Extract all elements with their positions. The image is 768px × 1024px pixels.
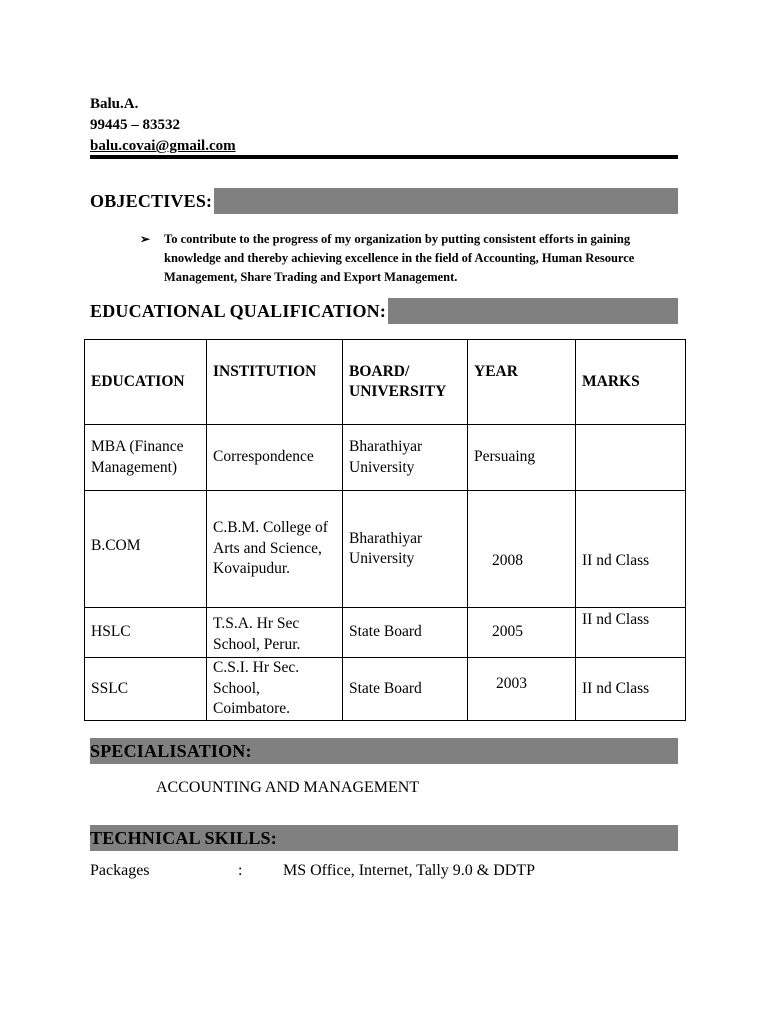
header-education: EDUCATION [85,340,207,425]
cell-education: MBA (Finance Management) [85,425,207,491]
technical-skills-heading-label: TECHNICAL SKILLS: [90,828,277,848]
skills-colon: : [238,862,243,879]
cell-year: 2008 [468,491,576,608]
specialisation-heading-label: SPECIALISATION: [90,741,252,761]
cell-marks: II nd Class [576,491,686,608]
cell-institution: Correspondence [207,425,343,491]
cell-board: Bharathiyar University [343,491,468,608]
email-address[interactable]: balu.covai@gmail.com [90,138,236,154]
phone-number: 99445 – 83532 [90,117,180,133]
header-divider [90,155,678,159]
cell-marks [576,425,686,491]
skills-label: Packages [90,862,150,879]
education-heading-label: EDUCATIONAL QUALIFICATION: [90,298,388,324]
header-board: BOARD/ UNIVERSITY [343,340,468,425]
header-institution: INSTITUTION [207,340,343,425]
objectives-heading-label: OBJECTIVES: [90,188,214,214]
cell-institution: C.B.M. College of Arts and Science, Kovaipudur. [207,491,343,608]
cell-education: B.COM [85,491,207,608]
specialisation-heading [90,738,678,764]
education-heading [90,298,678,324]
table-header-row [85,340,686,425]
cell-board: State Board [343,608,468,658]
header-year: YEAR [468,340,576,425]
cell-institution: C.S.I. Hr Sec. School, Coimbatore. [207,658,343,721]
cell-education: HSLC [85,608,207,658]
cell-marks: II nd Class [576,658,686,721]
cell-year: 2005 [468,608,576,658]
cell-institution: T.S.A. Hr Sec School, Perur. [207,608,343,658]
cell-year: 2003 [468,658,576,721]
table-row [85,608,686,658]
bullet-arrow-icon: ➢ [140,232,151,246]
technical-skills-heading [90,825,678,851]
cell-year: Persuaing [468,425,576,491]
objective-text: To contribute to the progress of my organization by putting consistent efforts in gaining knowledge and thereby achieving excellence in the field of Accounting, Human Resource Management, Share Trading and Export Management. [164,232,635,284]
objectives-heading [90,188,678,214]
table-row [85,491,686,608]
candidate-name: Balu.A. [90,96,139,112]
cell-board: State Board [343,658,468,721]
cell-marks: II nd Class [576,608,686,658]
table-row [85,425,686,491]
skills-value: MS Office, Internet, Tally 9.0 & DDTP [283,862,536,879]
specialisation-value: ACCOUNTING AND MANAGEMENT [156,779,420,796]
cell-board: Bharathiyar University [343,425,468,491]
cell-education: SSLC [85,658,207,721]
objective-item [140,230,680,287]
education-table [84,339,686,721]
contact-block [90,94,236,157]
table-row [85,658,686,721]
header-marks: MARKS [576,340,686,425]
